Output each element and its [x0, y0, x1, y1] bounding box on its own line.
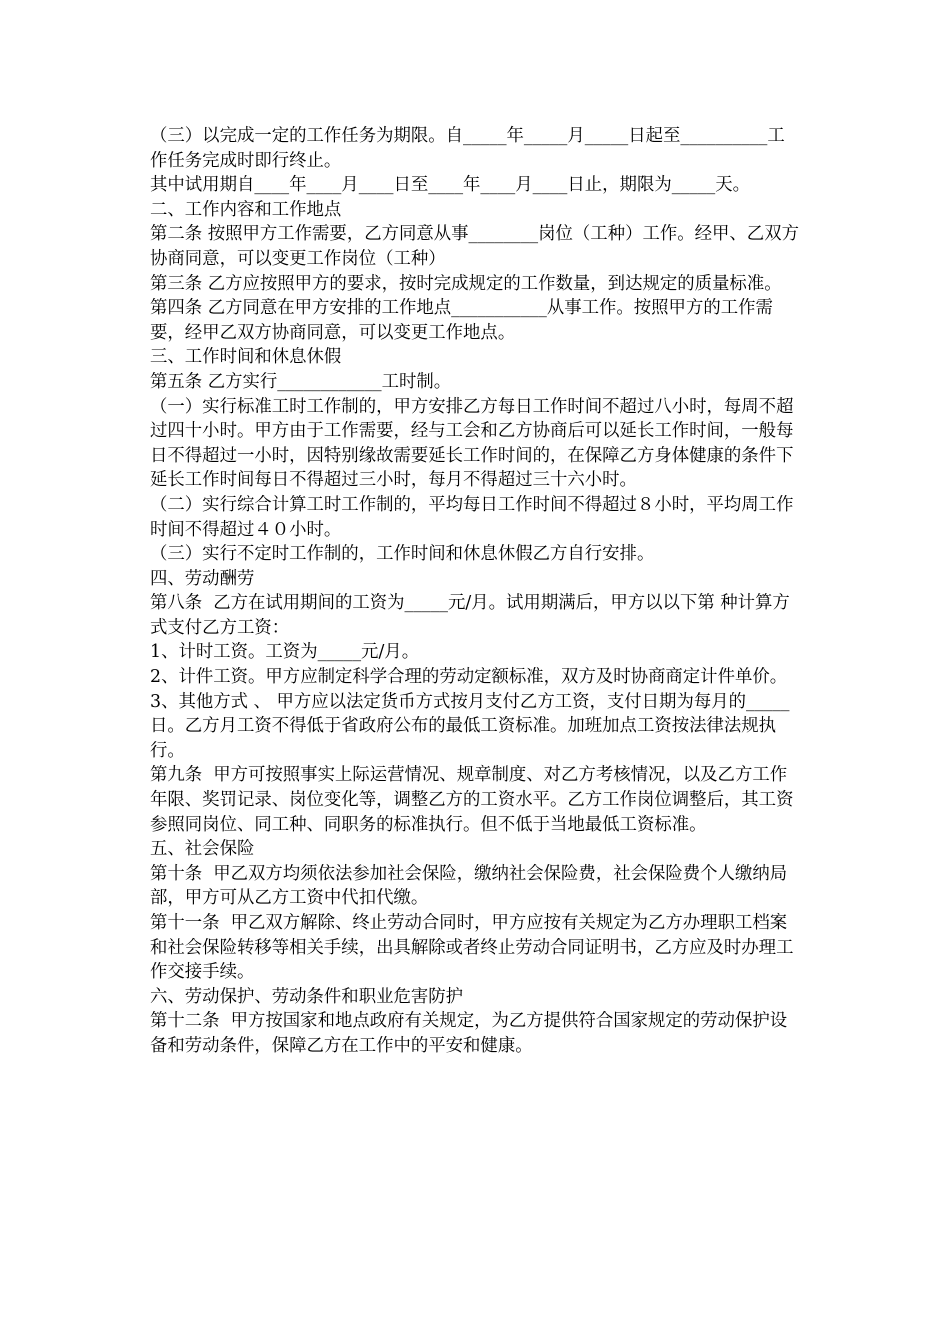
article-5: 第五条 乙方实行____________工时制。 [150, 371, 452, 392]
clause-flexible-hours: （三）实行不定时工作制的，工作时间和休息休假乙方自行安排。 [150, 544, 655, 565]
article-11: 第十一条 甲乙双方解除、终止劳动合同时，甲方应按有关规定为乙方办理职工档案和社会保险转移等相关手续，出具解除或者终止劳动合同证明书，乙方应及时办理工作交接手续。 [150, 913, 794, 983]
clause-standard-hours: （一）实行标准工时工作制的，甲方安排乙方每日工作时间不超过八小时，每周不超过四十小时。甲方由于工作需要，经与工会和乙方协商后可以延长工作时间，一般每日不得超过一小时，因特别缘故需要延长工作时间的，在保障乙方身体健康的条件下延长工作时间每日不得超过三小时，每月不得超过三十六小时。 [150, 396, 794, 491]
clause-term-task-based: （三）以完成一定的工作任务为期限。自_____年_____月_____日起至__________工作任务完成时即行终止。 [150, 126, 785, 171]
clause-comprehensive-hours: （二）实行综合计算工时工作制的，平均每日工作时间不得超过８小时，平均周工作时间不得超过４０小时。 [150, 494, 794, 540]
wage-option-time-based: 1、计时工资。工资为_____元/月。 [150, 642, 420, 663]
document-body [150, 124, 802, 1059]
article-10: 第十条 甲乙双方均须依法参加社会保险，缴纳社会保险费，社会保险费个人缴纳局部，甲方可从乙方工资中代扣代缴。 [150, 863, 788, 909]
section-heading-social-insurance: 五、社会保险 [150, 839, 255, 860]
section-heading-work-content: 二、工作内容和工作地点 [150, 199, 342, 220]
article-4: 第四条 乙方同意在甲方安排的工作地点___________从事工作。按照甲方的工作需要，经甲乙双方协商同意，可以变更工作地点。 [150, 298, 773, 343]
clause-probation-period: 其中试用期自____年____月____日至____年____月____日止，期限为_____天。 [150, 175, 750, 196]
article-12: 第十二条 甲方按国家和地点政府有关规定，为乙方提供符合国家规定的劳动保护设备和劳动条件，保障乙方在工作中的平安和健康。 [150, 1011, 788, 1056]
wage-option-piece-rate: 2、计件工资。甲方应制定科学合理的劳动定额标准，双方及时协商商定计件单价。 [150, 667, 788, 688]
section-heading-work-hours: 三、工作时间和休息休假 [150, 347, 342, 368]
article-2: 第二条 按照甲方工作需要，乙方同意从事________岗位（工种）工作。经甲、乙双方协商同意，可以变更工作岗位（工种） [150, 224, 799, 269]
article-9: 第九条 甲方可按照事实上际运营情况、规章制度、对乙方考核情况，以及乙方工作年限、奖罚记录、岗位变化等，调整乙方的工资水平。乙方工作岗位调整后，其工资参照同岗位、同工种、同职务的标准执行。但不低于当地最低工资标准。 [150, 765, 794, 835]
section-heading-remuneration: 四、劳动酬劳 [150, 568, 255, 589]
article-3: 第三条 乙方应按照甲方的要求，按时完成规定的工作数量，到达规定的质量标准。 [150, 273, 782, 294]
section-heading-labor-protection: 六、劳动保护、劳动条件和职业危害防护 [150, 986, 464, 1007]
wage-option-other: 3、其他方式 、 甲方应以法定货币方式按月支付乙方工资，支付日期为每月的_____日。乙方月工资不得低于省政府公布的最低工资标准。加班加点工资按法律法规执行。 [150, 691, 790, 761]
article-8: 第八条 乙方在试用期间的工资为_____元/月。试用期满后，甲方以以下第 种计算方式支付乙方工资： [150, 593, 790, 638]
